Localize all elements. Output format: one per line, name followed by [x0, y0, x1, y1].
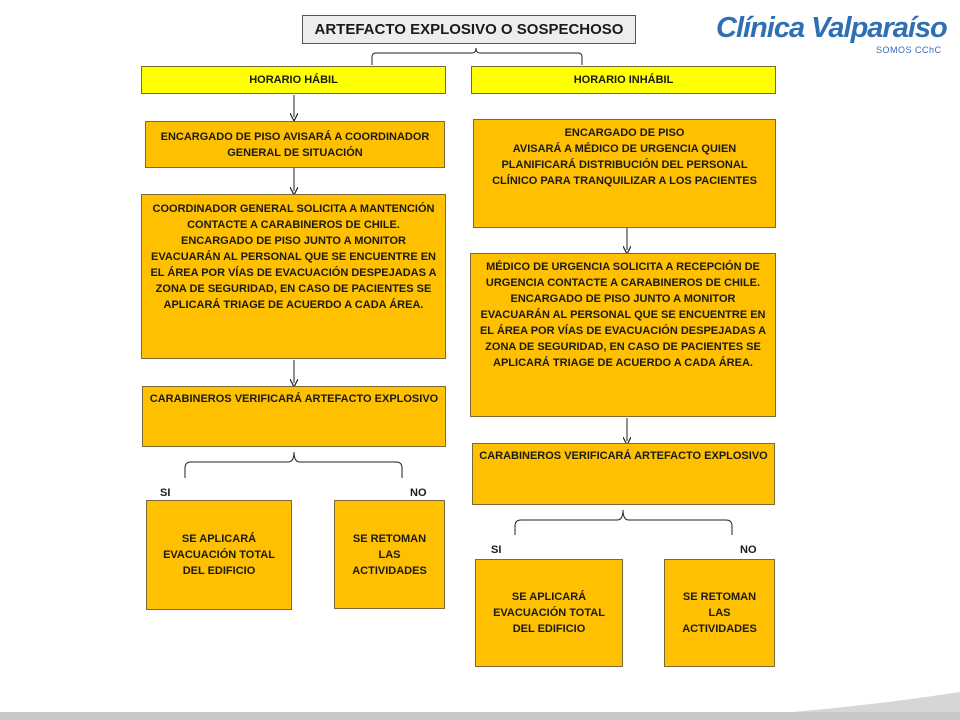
title-brace — [372, 48, 582, 65]
logo-text: Clínica Valparaíso — [716, 12, 947, 44]
right-step2: MÉDICO DE URGENCIA SOLICITA A RECEPCIÓN DE URGENCIA CONTACTE A CARABINEROS DE CHILE. ENCARGADO DE PISO JUNTO A MONITOR EVACUARÁN AL PERSONAL QUE SE ENCUENTRE EN EL ÁREA POR VÍAS DE EVACUACIÓN DESPEJADAS A ZONA DE SEGURIDAD, EN CASO DE PACIENTES SE APLICARÁ TRIAGE DE ACUERDO A CADA ÁREA. — [470, 253, 776, 417]
right-step3: CARABINEROS VERIFICARÁ ARTEFACTO EXPLOSIVO — [472, 443, 775, 505]
left-yes-result: SE APLICARÁ EVACUACIÓN TOTAL DEL EDIFICIO — [146, 500, 292, 610]
left-header-horario-habil: HORARIO HÁBIL — [141, 66, 446, 94]
logo-tagline: SOMOS CChC — [876, 45, 942, 55]
footer-bar — [0, 712, 960, 720]
left-step2: COORDINADOR GENERAL SOLICITA A MANTENCIÓN CONTACTE A CARABINEROS DE CHILE. ENCARGADO DE PISO JUNTO A MONITOR EVACUARÁN AL PERSONAL QUE SE ENCUENTRE EN EL ÁREA POR VÍAS DE EVACUACIÓN DESPEJADAS A ZONA DE SEGURIDAD, EN CASO DE PACIENTES SE APLICARÁ TRIAGE DE ACUERDO A CADA ÁREA. — [141, 194, 446, 359]
left-decision-brace — [185, 452, 402, 478]
left-no-result: SE RETOMAN LAS ACTIVIDADES — [334, 500, 445, 609]
left-yes-label: SI — [160, 487, 171, 499]
right-no-label: NO — [740, 544, 757, 556]
left-step1: ENCARGADO DE PISO AVISARÁ A COORDINADOR GENERAL DE SITUACIÓN — [145, 121, 445, 168]
right-yes-label: SI — [491, 544, 502, 556]
left-step3: CARABINEROS VERIFICARÁ ARTEFACTO EXPLOSIVO — [142, 386, 446, 447]
right-no-result: SE RETOMAN LAS ACTIVIDADES — [664, 559, 775, 667]
right-step1: ENCARGADO DE PISO AVISARÁ A MÉDICO DE URGENCIA QUIEN PLANIFICARÁ DISTRIBUCIÓN DEL PERSONAL CLÍNICO PARA TRANQUILIZAR A LOS PACIENTES — [473, 119, 776, 228]
diagram-title: ARTEFACTO EXPLOSIVO O SOSPECHOSO — [302, 15, 636, 44]
right-header-horario-inhabil: HORARIO INHÁBIL — [471, 66, 776, 94]
right-decision-brace — [515, 510, 732, 535]
left-no-label: NO — [410, 487, 427, 499]
clinic-logo — [716, 12, 956, 60]
right-yes-result: SE APLICARÁ EVACUACIÓN TOTAL DEL EDIFICIO — [475, 559, 623, 667]
